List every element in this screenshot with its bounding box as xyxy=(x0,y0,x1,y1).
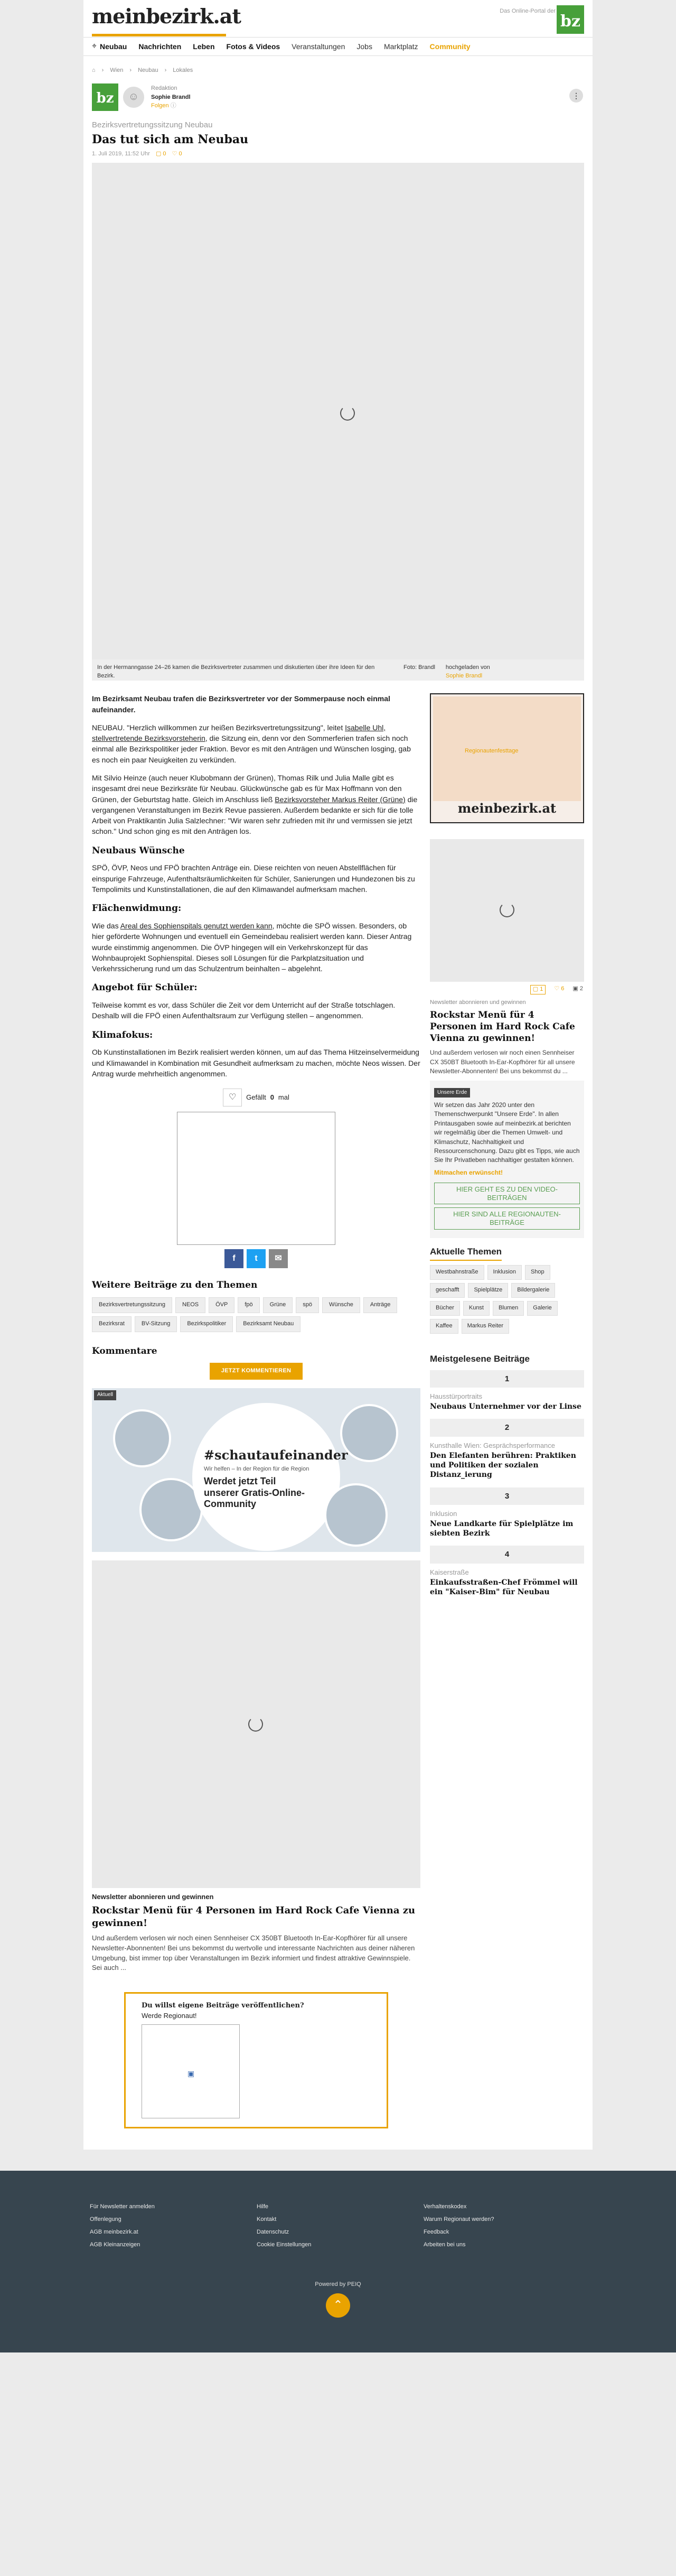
footer-link[interactable]: Kontakt xyxy=(257,2216,277,2222)
most-read xyxy=(430,1353,584,1597)
tag[interactable]: fpö xyxy=(238,1297,259,1313)
scroll-top-icon[interactable]: ⌃ xyxy=(326,2293,350,2318)
sidebar-stats xyxy=(430,982,584,998)
most-read-link[interactable]: Den Elefanten berühren: Praktiken und Politiken der sozialen Distanz_ierung xyxy=(430,1451,576,1480)
topic-tag[interactable]: Spielplätze xyxy=(468,1283,508,1298)
author-box xyxy=(83,79,593,115)
footer-link[interactable]: Feedback xyxy=(424,2228,449,2235)
most-read-title: Meistgelesene Beiträge xyxy=(430,1353,530,1364)
tag[interactable]: Bezirkspolitiker xyxy=(180,1316,233,1332)
promo-label: Aktuell xyxy=(94,1390,116,1400)
footer-link[interactable]: Arbeiten bei uns xyxy=(424,2241,466,2248)
most-read-link[interactable]: Neue Landkarte für Spielplätze im siebten Bezirk xyxy=(430,1520,574,1538)
sidebar-image[interactable] xyxy=(430,839,584,982)
most-read-kicker: Kunsthalle Wien: Gesprächsperformance xyxy=(430,1442,556,1450)
paragraph: SPÖ, ÖVP, Neos und FPÖ brachten Anträge ein. Diese reichten von neuen Abstellflächen für einspurige Fahrzeuge, Aufenthaltsräumlichkeiten für Schüler, Sanierungen und Hundezonen bis zu Tempolimits und Kunstinstallationen, die auf den Klimawandel aufmerksam machen. xyxy=(92,863,415,894)
theme-tags xyxy=(92,1297,420,1332)
breadcrumb xyxy=(83,56,593,79)
like-count: 6 xyxy=(561,985,565,992)
article-kicker: Bezirksvertretungssitzung Neubau xyxy=(92,120,213,129)
page xyxy=(83,0,593,2150)
ad-brand: meinbezirk.at xyxy=(457,801,557,816)
topic-tags xyxy=(430,1265,584,1334)
tag[interactable]: spö xyxy=(296,1297,319,1313)
sidebar-nl-title[interactable]: Rockstar Menü für 4 Personen im Hard Rock Cafe Vienna zu gewinnen! xyxy=(430,1010,575,1044)
photo-circle xyxy=(113,1409,171,1467)
topic-tag[interactable]: Bücher xyxy=(430,1301,460,1316)
most-read-kicker: Kaiserstraße xyxy=(430,1568,469,1577)
nav-item-community[interactable]: Community xyxy=(429,42,471,51)
author-meta xyxy=(151,84,191,110)
video-posts-button[interactable]: HIER GEHT ES ZU DEN VIDEO-BEITRÄGEN xyxy=(434,1183,580,1204)
paragraph xyxy=(92,722,420,765)
paragraph xyxy=(92,920,420,974)
nav-item-veranstaltungen[interactable]: Veranstaltungen xyxy=(292,42,345,51)
footer-link[interactable]: Cookie Einstellungen xyxy=(257,2241,312,2248)
newsletter-title[interactable]: Rockstar Menü für 4 Personen im Hard Rock Cafe Vienna zu gewinnen! xyxy=(92,1905,416,1929)
promo-subtitle: Wir helfen – In der Region für die Region xyxy=(204,1466,309,1473)
breadcrumb-neubau[interactable]: Neubau xyxy=(138,67,158,73)
photo-count: 2 xyxy=(579,985,583,992)
comments-title: Kommentare xyxy=(92,1345,157,1356)
breadcrumb-lokales[interactable]: Lokales xyxy=(173,67,193,73)
loading-spinner-icon xyxy=(500,903,514,917)
powered-by[interactable]: Powered by PEIQ xyxy=(315,2281,361,2287)
comment-button[interactable]: JETZT KOMMENTIEREN xyxy=(210,1363,303,1380)
photo-credit: Foto: Brandl xyxy=(403,664,435,671)
paragraph xyxy=(92,773,420,837)
section-heading: Flächenwidmung: xyxy=(92,903,182,914)
tag[interactable]: Anträge xyxy=(363,1297,398,1313)
text: die vergangenen Veranstaltungen im Bezirk Revue passieren. Außerdem bedankte er sich für die tolle Arbeit von Praktikantin Julia Salzlechner: "Wir waren sehr zufrieden mit ihr und vermissen sie jetzt schon." Und schon ging es mit den Anträgen los. xyxy=(92,795,418,836)
themes-title: Weitere Beiträge zu den Themen xyxy=(92,1280,258,1291)
nav-item-jobs[interactable]: Jobs xyxy=(356,42,372,51)
unsere-erde-label: Unsere Erde xyxy=(434,1088,470,1098)
image-caption xyxy=(92,659,584,681)
rank-badge: 1 xyxy=(430,1370,584,1388)
topic-tag[interactable]: Galerie xyxy=(527,1301,557,1316)
twitter-icon[interactable]: t xyxy=(247,1249,266,1268)
text: Wie das xyxy=(92,921,120,930)
tag[interactable]: NEOS xyxy=(175,1297,205,1313)
photo-circle xyxy=(340,1404,398,1462)
section-heading: Angebot für Schüler: xyxy=(92,982,198,993)
author-name[interactable]: Sophie Brandl xyxy=(151,94,191,100)
portal-text: Das Online-Portal der xyxy=(500,8,556,14)
bz-logo[interactable]: bz xyxy=(557,5,584,34)
newsletter-text: Und außerdem verlosen wir noch einen Sennheiser CX 350BT Bluetooth In-Ear-Kopfhörer für all unsere Newsletter-Abonnenten! Bei uns bekommst du wertvolle und interessante Nachrichten aus deiner näheren Umgebung, bist immer top über Veranstaltungen im Bezirk informiert und findest attraktive Gewinnspiele. Sei auch ... xyxy=(92,1933,415,1972)
nav-item-marktplatz[interactable]: Marktplatz xyxy=(383,42,418,51)
inline-link[interactable]: Isabelle Uhl, stellvertretende Bezirksvorsteherin xyxy=(92,723,386,743)
tag[interactable]: Bezirksamt Neubau xyxy=(236,1316,301,1332)
ad-network-graphic xyxy=(433,696,581,801)
nav-location[interactable]: Neubau xyxy=(100,42,127,51)
regionaut-title: Du willst eigene Beiträge veröffentlichen? xyxy=(142,2002,304,2010)
topic-tag[interactable]: Markus Reiter xyxy=(462,1319,509,1334)
most-read-link[interactable]: Neubaus Unternehmer vor der Linse xyxy=(430,1402,581,1411)
footer-link[interactable]: Warum Regionaut werden? xyxy=(424,2216,494,2222)
most-read-link[interactable]: Einkaufsstraßen-Chef Frömmel will ein "Kaiser-Bim" für Neubau xyxy=(430,1578,578,1597)
unsere-erde-box xyxy=(430,1081,584,1238)
regionaut-posts-button[interactable]: HIER SIND ALLE REGIONAUTEN-BEITRÄGE xyxy=(434,1207,580,1229)
footer-link[interactable]: Offenlegung xyxy=(90,2216,121,2222)
tag[interactable]: Bezirksrat xyxy=(92,1316,132,1332)
text: Mit Silvio Heinze (auch neuer Klubobmann der Grünen), Thomas Rilk und Julia Malle gibt es insgesamt drei neue Bezirksräte für Neubau. Glückwünsche gab es für Max Hoffmann von den Grünen, der Geburtstag hatte. Gleich im Anschluss ließ xyxy=(92,774,402,804)
article-date: 1. Juli 2019, 11:52 Uhr xyxy=(92,151,150,157)
regionaut-box xyxy=(124,1992,388,2128)
tag[interactable]: Bezirksvertretungssitzung xyxy=(92,1297,172,1313)
topic-tag[interactable]: geschafft xyxy=(430,1283,465,1298)
topic-tag[interactable]: Westbahnstraße xyxy=(430,1265,484,1280)
like-row xyxy=(92,1089,420,1106)
regionaut-subtitle[interactable]: Werde Regionaut! xyxy=(142,2012,197,2020)
topic-tag[interactable]: Blumen xyxy=(493,1301,524,1316)
location-pin-icon: ⌖ xyxy=(92,42,97,51)
topics-title: Aktuelle Themen xyxy=(430,1245,502,1261)
author-publisher-logo[interactable]: bz xyxy=(92,83,118,111)
info-icon[interactable]: ⓘ xyxy=(170,103,176,109)
hero-image[interactable] xyxy=(92,163,584,659)
like-button[interactable]: ♡ xyxy=(223,1089,242,1106)
inline-link[interactable]: Bezirksvorsteher Markus Reiter (Grüne) xyxy=(275,795,406,804)
author-role: Redaktion xyxy=(151,85,177,92)
article-body xyxy=(92,693,420,2150)
logo-underline xyxy=(92,34,226,36)
footer-link[interactable]: AGB meinbezirk.at xyxy=(90,2228,138,2235)
tag[interactable]: BV-Sitzung xyxy=(135,1316,177,1332)
comment-count: 0 xyxy=(163,151,166,157)
footer-link[interactable]: Datenschutz xyxy=(257,2228,289,2235)
rank-badge: 3 xyxy=(430,1487,584,1505)
sidebar xyxy=(430,693,584,2150)
nav-item-leben[interactable]: Leben xyxy=(193,42,215,51)
text: , die Sitzung ein, denn vor den Sommerferien trafen sich noch einmal alle Bezirkspolitiker jeder Fraktion. Bevor es mit den Anträgen und Wünschen losging, gab es noch ein paar Neuigkeiten zu verkünden. xyxy=(92,734,411,764)
like-count: 0 xyxy=(179,151,182,157)
newsletter-kicker: Newsletter abonnieren und gewinnen xyxy=(92,1893,214,1901)
footer-link[interactable]: Für Newsletter anmelden xyxy=(90,2203,155,2210)
comment-icon[interactable]: ▢ xyxy=(532,986,539,993)
image-placeholder-icon: ▣ xyxy=(187,2069,195,2078)
loading-spinner-icon xyxy=(248,1717,263,1732)
sidebar-ad[interactable] xyxy=(430,693,584,823)
heart-icon[interactable]: ♡ xyxy=(554,985,560,992)
promo-hashtag: #schautaufeinander xyxy=(204,1447,348,1463)
home-icon[interactable]: ⌂ xyxy=(92,67,96,73)
site-logo[interactable]: meinbezirk.at xyxy=(92,4,241,28)
footer-column xyxy=(90,2200,257,2251)
tag[interactable]: ÖVP xyxy=(209,1297,234,1313)
ad-slot[interactable] xyxy=(177,1112,335,1245)
ad-network-text: Regionautenfesttage xyxy=(465,748,519,755)
like-suffix: mal xyxy=(278,1093,289,1101)
text: , möchte die SPÖ wissen. Besonders, ob hier geförderte Wohnungen und eventuell ein Gemeindebau realisiert werden kann. Dieser Antrag wurde einstimmig angenommen. Die ÖVP hingegen will ein Verkehrskonzept für das Wohnbauprojekt Sophienspital. Dieses soll Lösungen für die Parkplatzsituation und Verkehrssicherung rund um das Schulzentrum beinhalten – abgelehnt. xyxy=(92,921,412,973)
inline-link[interactable]: Areal des Sophienspitals genutzt werden kann xyxy=(120,921,273,930)
article-lead: Im Bezirksamt Neubau trafen die Bezirksvertreter vor der Sommerpause noch einmal aufeinander. xyxy=(92,694,390,714)
tag[interactable]: Grüne xyxy=(263,1297,293,1313)
footer-column xyxy=(257,2200,424,2251)
sidebar-nl-text: Und außerdem verlosen wir noch einen Sennheiser CX 350BT Bluetooth In-Ear-Kopfhörer für all unsere Newsletter-Abonnenten! Bei uns bekommst du ... xyxy=(430,1049,575,1075)
footer-link[interactable]: AGB Kleinanzeigen xyxy=(90,2241,140,2248)
topic-tag[interactable]: Bildergalerie xyxy=(511,1283,555,1298)
site-header xyxy=(83,0,593,37)
breadcrumb-wien[interactable]: Wien xyxy=(110,67,124,73)
footer-link[interactable]: Verhaltenskodex xyxy=(424,2203,467,2210)
sidebar-nl-kicker: Newsletter abonnieren und gewinnen xyxy=(430,999,526,1006)
comment-icon[interactable]: ▢ xyxy=(155,151,162,157)
rank-badge: 4 xyxy=(430,1546,584,1564)
photo-circle xyxy=(324,1483,388,1547)
chevron-right-icon: › xyxy=(101,67,104,73)
paragraph: Teilweise kommt es vor, dass Schüler die Zeit vor dem Unterricht auf der Straße totschlagen. Deshalb will die FPÖ einen Aufenthaltsraum zur Verfügung stellen – angenommen. xyxy=(92,1001,396,1020)
more-options-icon[interactable]: ⋮ xyxy=(569,89,583,103)
site-footer xyxy=(0,2171,676,2352)
chevron-right-icon: › xyxy=(129,67,132,73)
facebook-icon[interactable]: f xyxy=(224,1249,243,1268)
like-total: 0 xyxy=(270,1093,274,1101)
unsere-erde-text: Wir setzen das Jahr 2020 unter den Themenschwerpunkt "Unsere Erde". In allen Printausgaben sowie auf meinbezirk.at berichten wir regelmäßig über die Themen Umwelt- und Klimaschutz, Nachhaltigkeit und Ressourcenschonung. Dazu gibt es Tipps, wie auch Sie Ihr Privatleben nachhaltiger gestalten können. xyxy=(434,1101,580,1164)
newsletter-image[interactable] xyxy=(92,1560,420,1888)
topic-tag[interactable]: Kunst xyxy=(463,1301,490,1316)
heart-icon[interactable]: ♡ xyxy=(172,151,177,157)
share-buttons xyxy=(92,1249,420,1268)
footer-column xyxy=(424,2200,590,2251)
topic-tag[interactable]: Shop xyxy=(525,1265,550,1280)
regionaut-image[interactable] xyxy=(142,2024,240,2118)
rank-badge: 2 xyxy=(430,1419,584,1437)
text: NEUBAU. "Herzlich willkommen zur heißen Bezirksvertretungssitzung", leitet xyxy=(92,723,345,732)
avatar[interactable]: ☺ xyxy=(121,85,146,109)
chevron-right-icon: › xyxy=(164,67,167,73)
nav-item-fotos[interactable]: Fotos & Videos xyxy=(226,42,280,51)
camera-icon: ▣ xyxy=(572,985,578,992)
mail-icon[interactable]: ✉ xyxy=(269,1249,288,1268)
main-nav xyxy=(83,37,593,56)
promo-cta: Werdet jetzt Teil unserer Gratis-Online-Community xyxy=(204,1476,305,1510)
loading-spinner-icon xyxy=(340,406,355,421)
footer-link[interactable]: Hilfe xyxy=(257,2203,269,2210)
mitmachen-link[interactable]: Mitmachen erwünscht! xyxy=(434,1168,503,1176)
community-promo-banner[interactable] xyxy=(92,1388,420,1552)
nav-item-nachrichten[interactable]: Nachrichten xyxy=(138,42,182,51)
tag[interactable]: Wünsche xyxy=(322,1297,360,1313)
topic-tag[interactable]: Inklusion xyxy=(487,1265,522,1280)
article-date-row xyxy=(83,148,593,163)
comment-count: 1 xyxy=(540,986,543,993)
most-read-kicker: Inklusion xyxy=(430,1510,457,1518)
section-heading: Neubaus Wünsche xyxy=(92,845,185,856)
uploader-link[interactable]: Sophie Brandl xyxy=(445,673,483,680)
uploader-label: hochgeladen von xyxy=(445,664,490,671)
paragraph: Ob Kunstinstallationen im Bezirk realisiert werden können, um auf das Thema Hitzeinselvermeidung und Klimawandel in Kombination mit Gesundheit aufmerksam zu machen, möchte Neos wissen. Der Antrag wurde mehrheitlich angenommen. xyxy=(92,1048,420,1078)
topic-tag[interactable]: Kaffee xyxy=(430,1319,458,1334)
page-title: Das tut sich am Neubau xyxy=(92,132,249,146)
like-label: Gefällt xyxy=(246,1093,266,1101)
section-heading: Klimafokus: xyxy=(92,1029,153,1040)
most-read-kicker: Hausstürportraits xyxy=(430,1392,482,1401)
caption-text: In der Hermanngasse 24–26 kamen die Bezirksvertreter zusammen und diskutierten über ihre Ideen für den Bezirk. xyxy=(97,664,375,680)
follow-link[interactable]: Folgen xyxy=(151,103,169,109)
